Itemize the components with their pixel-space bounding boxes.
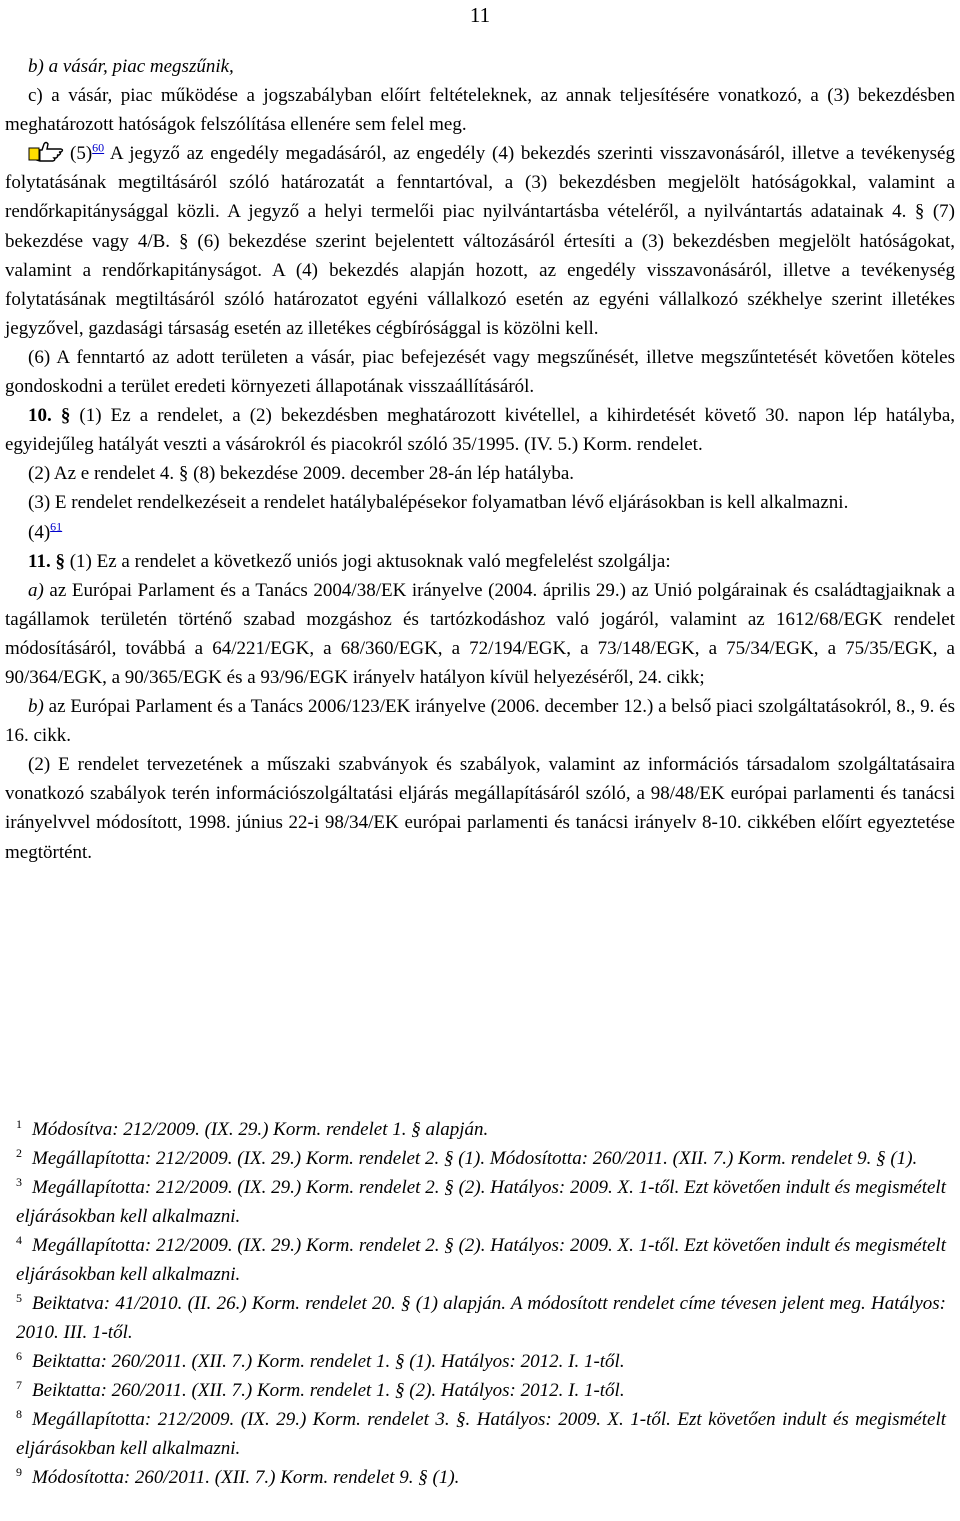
footnotes [16, 1115, 946, 1492]
footnote-6 [16, 1347, 946, 1376]
footnote-ref-60[interactable]: 60 [92, 140, 105, 155]
section-11-b-label: b) [28, 696, 44, 718]
section-10-1-text: (1) Ez a rendelet, a (2) bekezdésben meghatározott kivétellel, a kihirdetését követő 30. napon lép hatályba, egyidejűleg hatályát veszti a vásárokról és piacokról szóló 35/1995. (IV. 5.) Korm. rendelet. [5, 405, 956, 456]
footnote-number: 7 [16, 1377, 22, 1392]
section-10-4 [5, 518, 955, 547]
footnote-number: 5 [16, 1290, 22, 1305]
pointing-hand-icon [28, 140, 66, 162]
section-11-a-text: az Európai Parlament és a Tanács 2004/38/EK irányelve (2004. április 29.) az Unió polgárainak és családtagjaiknak a tagállamok területén történő szabad mozgáshoz és tartózkodáshoz való jogáról, valamint az 1612/68/EGK rendelet módosításáról, továbbá a 64/221/EGK, a 68/360/EGK, a 72/194/EGK, a 73/148/EGK, a 75/34/EGK, a 75/35/EGK, a 90/364/EGK, a 90/365/EGK és a 93/96/EGK irányelv hatályon kívül helyezéséről, 24. cikk; [5, 579, 955, 688]
footnote-text: Megállapította: 212/2009. (IX. 29.) Korm. rendelet 3. §. Hatályos: 2009. X. 1-től. Ezt követően indult és megismételt eljárásokban kell alkalmazni. [16, 1409, 946, 1459]
footnote-5 [16, 1289, 946, 1347]
document-body [5, 52, 955, 867]
paragraph-5-lead: (5) [70, 143, 93, 165]
footnote-number: 9 [16, 1464, 22, 1479]
footnote-text: Beiktatta: 260/2011. (XII. 7.) Korm. rendelet 1. § (2). Hatályos: 2012. I. 1-től. [32, 1380, 625, 1401]
footnote-4 [16, 1231, 946, 1289]
footnote-ref-61[interactable]: 61 [50, 519, 63, 534]
footnote-text: Módosítva: 212/2009. (IX. 29.) Korm. rendelet 1. § alapján. [32, 1119, 489, 1140]
footnote-number: 6 [16, 1348, 22, 1363]
paragraph-5 [5, 139, 955, 343]
footnote-number: 2 [16, 1145, 22, 1160]
footnote-text: Megállapította: 212/2009. (IX. 29.) Korm. rendelet 2. § (2). Hatályos: 2009. X. 1-től. Ezt követően indult és megismételt eljárásokban kell alkalmazni. [16, 1235, 946, 1285]
footnote-number: 1 [16, 1116, 22, 1131]
footnote-number: 8 [16, 1406, 22, 1421]
footnote-2 [16, 1144, 946, 1173]
section-11-a [5, 576, 955, 692]
paragraph-5-text: A jegyző az engedély megadásáról, az engedély (4) bekezdés szerinti visszavonásáról, illetve a tevékenység folytatásának megtiltásáról szóló határozatát a fenntartóval, a (3) bekezdésben megjelölt hatóságokkal, valamint a rendőrkapitánysággal közli. A jegyző a helyi termelői piac nyilvántartásba vételéről, a nyilvántartás adatainak 4. § (7) bekezdése vagy 4/B. § (6) bekezdése szerint bejelentett változásáról értesíti a (3) bekezdésben megjelölt hatóságokat, valamint a rendőrkapitányságot. A (4) bekezdés alapján hozott, az engedély visszavonásáról, illetve a tevékenység folytatásának megtiltásáról szóló határozatot egyéni vállalkozó esetén az egyéni vállalkozó székhelye szerint illetékes jegyzővel, gazdasági társaság esetén az illetékes cégbírósággal is közölni kell. [5, 143, 955, 339]
footnote-1 [16, 1115, 946, 1144]
section-11-label: 11. § [28, 550, 65, 572]
footnote-number: 4 [16, 1232, 22, 1247]
footnote-number: 3 [16, 1174, 22, 1189]
paragraph-c: c) a vásár, piac működése a jogszabályban előírt feltételeknek, az annak teljesítésére vonatkozó, a (3) bekezdésben meghatározott hatóságok felszólítása ellenére sem felel meg. [5, 85, 955, 136]
section-11-a-label: a) [28, 579, 44, 601]
section-11-2: (2) E rendelet tervezetének a műszaki szabványok és szabályok, valamint az információs társadalom szolgáltatásaira vonatkozó szabályok terén információszolgáltatási eljárás megállapításáról szóló, a 98/48/EK európai parlamenti és tanácsi irányelvvel módosított, 1998. június 22-i 98/34/EK európai parlamenti és tanácsi irányelv 8-10. cikkében előírt egyeztetése megtörtént. [5, 754, 955, 863]
footnote-3 [16, 1173, 946, 1231]
page-number: 11 [469, 3, 491, 27]
paragraph-b-text: b) a vásár, piac megszűnik, [28, 56, 234, 77]
footnote-7 [16, 1376, 946, 1405]
section-11-b [5, 692, 955, 750]
section-10-4-lead: (4) [28, 521, 51, 543]
section-11-1-text: (1) Ez a rendelet a következő uniós jogi aktusoknak való megfelelést szolgálja: [64, 550, 671, 572]
footnote-text: Beiktatta: 260/2011. (XII. 7.) Korm. rendelet 1. § (1). Hatályos: 2012. I. 1-től. [32, 1351, 625, 1372]
section-11-1 [5, 547, 955, 576]
footnote-text: Megállapította: 212/2009. (IX. 29.) Korm. rendelet 2. § (1). Módosította: 260/2011. (XII. 7.) Korm. rendelet 9. § (1). [32, 1148, 918, 1169]
section-10-1 [5, 401, 955, 459]
footnote-text: Megállapította: 212/2009. (IX. 29.) Korm. rendelet 2. § (2). Hatályos: 2009. X. 1-től. Ezt követően indult és megismételt eljárásokban kell alkalmazni. [16, 1177, 946, 1227]
paragraph-6: (6) A fenntartó az adott területen a vásár, piac befejezését vagy megszűnését, illetve megszűntetését követően köteles gondoskodni a terület eredeti környezeti állapotának visszaállításáról. [5, 346, 955, 398]
footnote-text: Módosította: 260/2011. (XII. 7.) Korm. rendelet 9. § (1). [32, 1467, 460, 1488]
footnote-9 [16, 1463, 946, 1492]
footnote-text: Beiktatva: 41/2010. (II. 26.) Korm. rendelet 20. § (1) alapján. A módosított rendelet címe tévesen jelent meg. Hatályos: 2010. III. 1-től. [16, 1293, 946, 1343]
section-11-b-text: az Európai Parlament és a Tanács 2006/123/EK irányelve (2006. december 12.) a belső piaci szolgáltatásokról, 8., 9. és 16. cikk. [5, 696, 955, 747]
paragraph-b [5, 52, 955, 81]
section-10-2: (2) Az e rendelet 4. § (8) bekezdése 2009. december 28-án lép hatályba. [28, 463, 575, 485]
footnote-8 [16, 1405, 946, 1463]
section-10-3: (3) E rendelet rendelkezéseit a rendelet hatálybalépésekor folyamatban lévő eljárásokban is kell alkalmazni. [28, 492, 849, 514]
section-10-label: 10. § [28, 405, 71, 427]
